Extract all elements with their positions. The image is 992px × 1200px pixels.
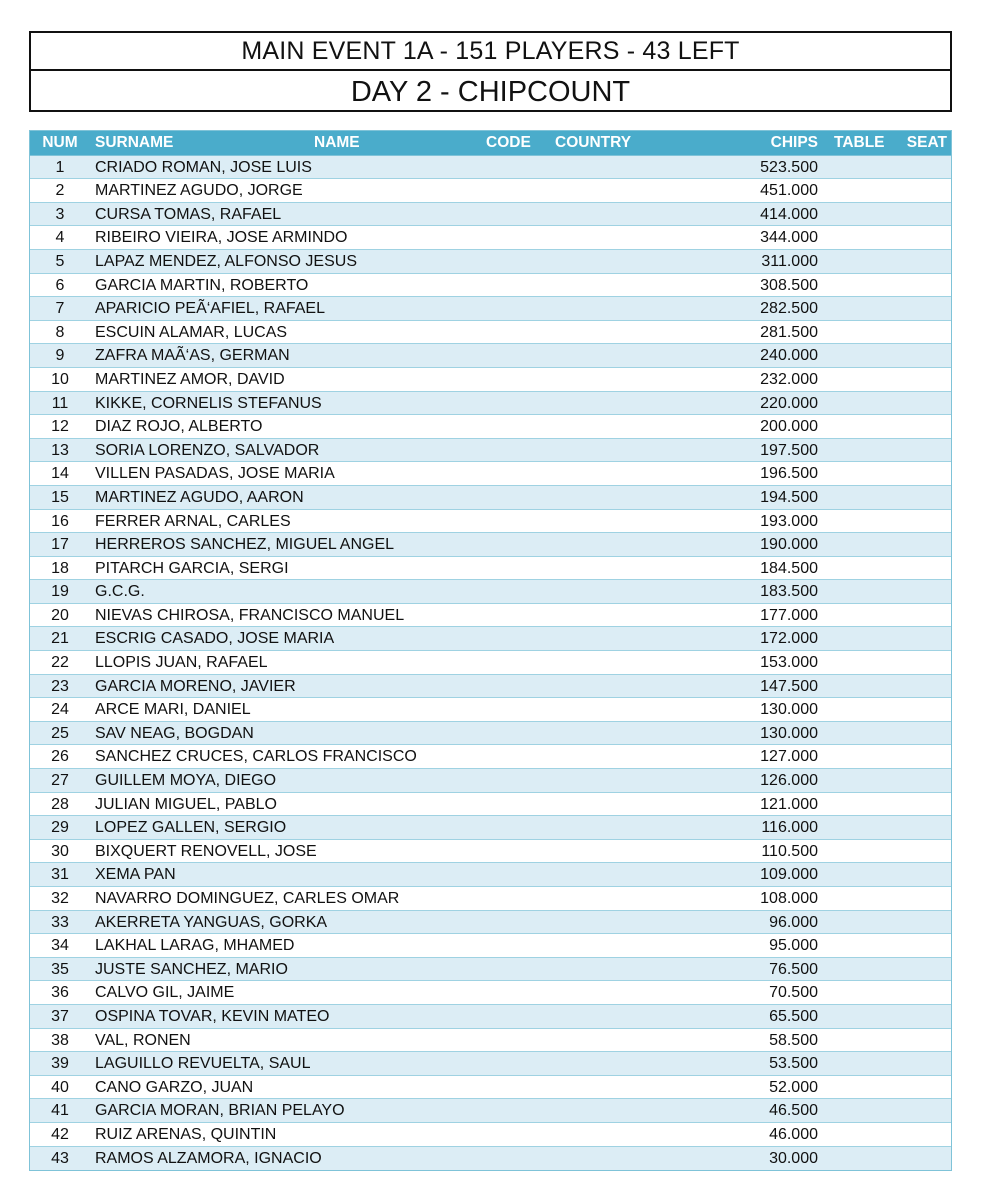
- table-row: [30, 887, 951, 911]
- row-player-name: VAL, RONEN: [95, 1031, 191, 1049]
- row-num: 39: [51, 1055, 69, 1073]
- row-chips: 183.500: [760, 583, 818, 601]
- col-header-chips: CHIPS: [770, 134, 818, 151]
- row-chips: 200.000: [760, 418, 818, 436]
- row-num: 16: [51, 512, 69, 530]
- row-num: 33: [51, 913, 69, 931]
- table-row: [30, 1099, 951, 1123]
- table-row: [30, 1052, 951, 1076]
- row-num: 29: [51, 819, 69, 837]
- row-chips: 172.000: [760, 630, 818, 648]
- row-num: 34: [51, 937, 69, 955]
- row-chips: 65.500: [769, 1007, 818, 1025]
- row-num: 12: [51, 418, 69, 436]
- table-row: [30, 793, 951, 817]
- row-player-name: DIAZ ROJO, ALBERTO: [95, 418, 263, 436]
- row-chips: 190.000: [760, 536, 818, 554]
- row-player-name: FERRER ARNAL, CARLES: [95, 512, 291, 530]
- table-row: [30, 274, 951, 298]
- row-chips: 311.000: [761, 252, 818, 270]
- row-player-name: CANO GARZO, JUAN: [95, 1078, 254, 1096]
- row-player-name: LAKHAL LARAG, MHAMED: [95, 937, 295, 955]
- row-chips: 130.000: [760, 701, 818, 719]
- table-row: [30, 627, 951, 651]
- row-player-name: ZAFRA MAÃ‘AS, GERMAN: [95, 347, 290, 365]
- table-row: [30, 1076, 951, 1100]
- table-row: [30, 769, 951, 793]
- table-header: [30, 131, 951, 156]
- table-row: [30, 698, 951, 722]
- table-body: [30, 156, 951, 1171]
- row-player-name: GARCIA MORENO, JAVIER: [95, 677, 296, 695]
- row-num: 4: [55, 229, 65, 247]
- row-player-name: GUILLEM MOYA, DIEGO: [95, 772, 277, 790]
- table-row: [30, 203, 951, 227]
- row-num: 6: [55, 276, 65, 294]
- row-player-name: ESCRIG CASADO, JOSE MARIA: [95, 630, 335, 648]
- row-num: 18: [51, 559, 69, 577]
- row-player-name: RUIZ ARENAS, QUINTIN: [95, 1125, 277, 1143]
- row-chips: 414.000: [760, 205, 818, 223]
- row-player-name: LAGUILLO REVUELTA, SAUL: [95, 1055, 311, 1073]
- row-player-name: NIEVAS CHIROSA, FRANCISCO MANUEL: [95, 606, 405, 624]
- row-player-name: SANCHEZ CRUCES, CARLOS FRANCISCO: [95, 748, 417, 766]
- table-row: [30, 368, 951, 392]
- table-row: [30, 439, 951, 463]
- table-row: [30, 863, 951, 887]
- row-chips: 126.000: [760, 772, 818, 790]
- row-player-name: RAMOS ALZAMORA, IGNACIO: [95, 1149, 322, 1167]
- row-chips: 220.000: [760, 394, 818, 412]
- row-chips: 130.000: [760, 724, 818, 742]
- table-row: [30, 321, 951, 345]
- row-num: 15: [51, 488, 69, 506]
- row-num: 14: [51, 465, 69, 483]
- row-num: 7: [55, 300, 65, 318]
- row-chips: 30.000: [769, 1149, 818, 1167]
- row-num: 32: [51, 890, 69, 907]
- table-row: [30, 1147, 951, 1171]
- row-num: 20: [51, 606, 69, 624]
- col-header-surname: SURNAME: [95, 134, 174, 151]
- table-row: [30, 557, 951, 581]
- row-chips: 109.000: [760, 866, 818, 884]
- table-row: [30, 816, 951, 840]
- row-num: 25: [51, 724, 69, 742]
- col-header-code: CODE: [486, 134, 531, 151]
- row-num: 41: [51, 1102, 69, 1120]
- row-chips: 184.500: [760, 559, 818, 577]
- row-chips: 46.500: [769, 1102, 818, 1120]
- col-header-num: NUM: [42, 134, 78, 151]
- table-row: [30, 226, 951, 250]
- row-player-name: PITARCH GARCIA, SERGI: [95, 559, 289, 577]
- table-row: [30, 722, 951, 746]
- row-player-name: GARCIA MARTIN, ROBERTO: [95, 276, 309, 294]
- row-player-name: RIBEIRO VIEIRA, JOSE ARMINDO: [95, 229, 348, 247]
- row-player-name: NAVARRO DOMINGUEZ, CARLES OMAR: [95, 890, 400, 907]
- col-header-country: COUNTRY: [555, 134, 632, 151]
- row-num: 42: [51, 1125, 69, 1143]
- row-chips: 282.500: [760, 300, 818, 318]
- row-player-name: ESCUIN ALAMAR, LUCAS: [95, 323, 288, 341]
- table-row: [30, 179, 951, 203]
- row-chips: 127.000: [760, 748, 818, 766]
- title-box: [29, 31, 952, 112]
- row-player-name: GARCIA MORAN, BRIAN PELAYO: [95, 1102, 345, 1120]
- table-row: [30, 840, 951, 864]
- row-chips: 308.500: [760, 276, 818, 294]
- table-row: [30, 981, 951, 1005]
- row-num: 17: [51, 536, 69, 554]
- page-title: MAIN EVENT 1A - 151 PLAYERS - 43 LEFT: [31, 33, 950, 71]
- row-player-name: APARICIO PEÃ‘AFIEL, RAFAEL: [95, 300, 325, 318]
- row-chips: 197.500: [760, 441, 818, 459]
- chipcount-table: [29, 130, 952, 1171]
- row-player-name: MARTINEZ AGUDO, AARON: [95, 488, 304, 506]
- row-player-name: CALVO GIL, JAIME: [95, 984, 235, 1002]
- row-player-name: AKERRETA YANGUAS, GORKA: [95, 913, 328, 931]
- row-num: 37: [51, 1007, 69, 1025]
- table-row: [30, 911, 951, 935]
- table-row: [30, 297, 951, 321]
- row-num: 2: [55, 182, 65, 200]
- table-row: [30, 344, 951, 368]
- row-num: 43: [51, 1149, 69, 1167]
- row-player-name: CURSA TOMAS, RAFAEL: [95, 205, 282, 223]
- table-row: [30, 651, 951, 675]
- row-player-name: XEMA PAN: [95, 866, 176, 884]
- row-player-name: MARTINEZ AMOR, DAVID: [95, 370, 285, 388]
- row-player-name: HERREROS SANCHEZ, MIGUEL ANGEL: [95, 536, 395, 554]
- row-chips: 344.000: [760, 229, 818, 247]
- row-player-name: VILLEN PASADAS, JOSE MARIA: [95, 465, 335, 483]
- row-num: 8: [55, 323, 65, 341]
- row-num: 24: [51, 701, 69, 719]
- row-num: 3: [55, 205, 65, 223]
- row-player-name: CRIADO ROMAN, JOSE LUIS: [95, 158, 312, 176]
- row-num: 40: [51, 1078, 69, 1096]
- row-num: 9: [55, 347, 65, 365]
- row-chips: 52.000: [769, 1078, 818, 1096]
- row-chips: 451.000: [760, 182, 818, 200]
- row-num: 35: [51, 960, 69, 978]
- table-row: [30, 415, 951, 439]
- table-row: [30, 604, 951, 628]
- row-chips: 76.500: [769, 960, 818, 978]
- table-row: [30, 934, 951, 958]
- row-player-name: SORIA LORENZO, SALVADOR: [95, 441, 320, 459]
- row-chips: 232.000: [760, 370, 818, 388]
- row-player-name: SAV NEAG, BOGDAN: [95, 724, 254, 742]
- row-num: 26: [51, 748, 69, 766]
- row-chips: 70.500: [769, 984, 818, 1002]
- row-chips: 153.000: [760, 654, 818, 672]
- row-chips: 58.500: [769, 1031, 818, 1049]
- row-chips: 240.000: [760, 347, 818, 365]
- table-row: [30, 510, 951, 534]
- row-player-name: OSPINA TOVAR, KEVIN MATEO: [95, 1007, 330, 1025]
- row-chips: 147.500: [760, 677, 818, 695]
- row-num: 31: [51, 866, 69, 884]
- table-row: [30, 486, 951, 510]
- row-num: 38: [51, 1031, 69, 1049]
- row-player-name: LAPAZ MENDEZ, ALFONSO JESUS: [95, 252, 357, 270]
- row-chips: 116.000: [761, 819, 818, 837]
- row-player-name: LOPEZ GALLEN, SERGIO: [95, 819, 287, 837]
- row-num: 19: [51, 583, 69, 601]
- row-chips: 96.000: [769, 913, 818, 931]
- row-chips: 95.000: [769, 937, 818, 955]
- row-num: 5: [55, 252, 65, 270]
- row-player-name: KIKKE, CORNELIS STEFANUS: [95, 394, 322, 412]
- row-num: 36: [51, 984, 69, 1002]
- table-row: [30, 580, 951, 604]
- row-chips: 194.500: [760, 488, 818, 506]
- row-num: 10: [51, 370, 69, 388]
- row-chips: 193.000: [760, 512, 818, 530]
- table-row: [30, 462, 951, 486]
- row-player-name: G.C.G.: [95, 583, 145, 601]
- col-header-seat: SEAT: [906, 134, 947, 151]
- row-num: 28: [51, 795, 69, 813]
- table-row: [30, 156, 951, 180]
- table-row: [30, 675, 951, 699]
- table-row: [30, 958, 951, 982]
- row-player-name: ARCE MARI, DANIEL: [95, 701, 251, 719]
- row-num: 27: [51, 772, 69, 790]
- row-num: 23: [51, 677, 69, 695]
- col-header-name: NAME: [314, 134, 360, 151]
- row-num: 21: [51, 630, 69, 648]
- table-row: [30, 1029, 951, 1053]
- row-player-name: JUSTE SANCHEZ, MARIO: [95, 960, 288, 978]
- table-row: [30, 745, 951, 769]
- row-chips: 196.500: [760, 465, 818, 483]
- row-chips: 281.500: [760, 323, 818, 341]
- row-chips: 108.000: [760, 890, 818, 907]
- row-num: 30: [51, 842, 69, 860]
- row-chips: 177.000: [760, 606, 818, 624]
- row-num: 1: [55, 158, 65, 176]
- page-subtitle: DAY 2 - CHIPCOUNT: [350, 76, 631, 108]
- row-player-name: MARTINEZ AGUDO, JORGE: [95, 182, 303, 200]
- col-header-table: TABLE: [834, 134, 885, 151]
- row-player-name: BIXQUERT RENOVELL, JOSE: [95, 842, 317, 860]
- row-chips: 523.500: [760, 158, 818, 176]
- row-num: 22: [51, 654, 69, 672]
- row-chips: 110.500: [761, 842, 818, 860]
- row-num: 13: [51, 441, 69, 459]
- row-chips: 53.500: [769, 1055, 818, 1073]
- row-player-name: LLOPIS JUAN, RAFAEL: [95, 654, 268, 672]
- table-row: [30, 1123, 951, 1147]
- table-row: [30, 1005, 951, 1029]
- table-row: [30, 533, 951, 557]
- table-row: [30, 392, 951, 416]
- row-chips: 46.000: [769, 1125, 818, 1143]
- row-chips: 121.000: [760, 795, 818, 813]
- row-player-name: JULIAN MIGUEL, PABLO: [95, 795, 277, 813]
- row-num: 11: [51, 394, 69, 412]
- table-row: [30, 250, 951, 274]
